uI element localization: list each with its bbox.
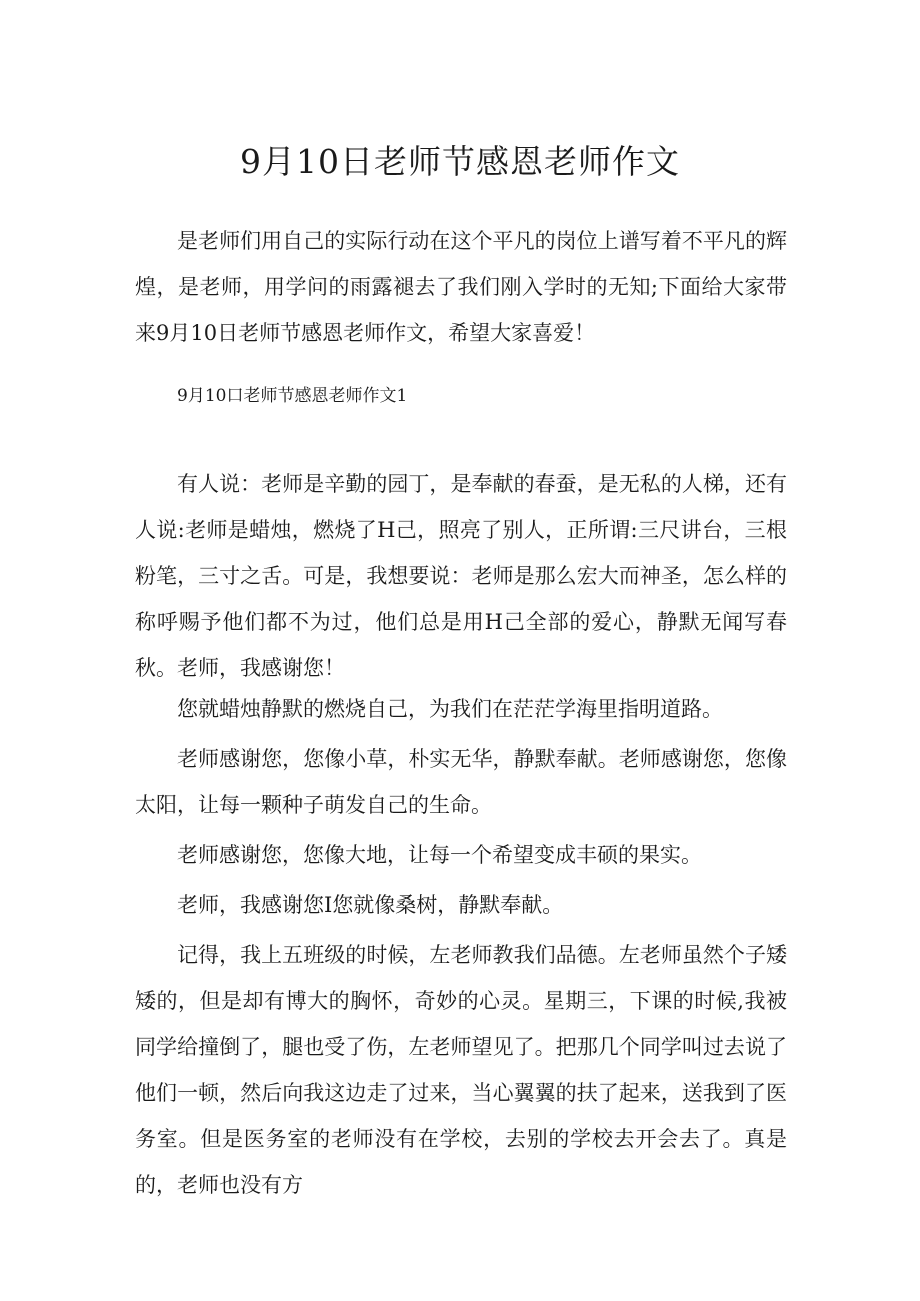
paragraph-6: 记得，我上五班级的时候，左老师教我们品德。左老师虽然个子矮矮的，但是却有博大的胸怀，奇妙的心灵。星期三，下课的时候,我被同学给撞倒了，腿也受了伤，左老师望见了。把那几个同学叫过去说了他们一顿，然后向我这边走了过来，当心翼翼的扶了起来，送我到了医务室。但是医务室的老师没有在学校，去别的学校去开会去了。真是的，老师也没有方: [135, 943, 787, 1197]
paragraph-2: 您就蜡烛静默的燃烧自己，为我们在茫茫学海里指明道路。: [177, 697, 723, 721]
section-heading: 9月10口老师节感恩老师作文1: [177, 386, 408, 406]
paragraph-5: 老师，我感谢您I您就像桑树，静默奉献。: [177, 893, 564, 917]
paragraph-3: 老师感谢您，您像小草，朴实无华，静默奉献。老师感谢您，您像太阳，让每一颗种子萌发自己的生命。: [135, 747, 787, 817]
document-title: 9月10日老师节感恩老师作文: [240, 142, 680, 181]
paragraph-1: 有人说：老师是辛勤的园丁，是奉献的春蚕，是无私的人梯，还有人说:老师是蜡烛，燃烧了H己，照亮了别人，正所谓:三尺讲台，三根粉笔，三寸之舌。可是，我想要说：老师是那么宏大而神圣，怎么样的称呼赐予他们都不为过，他们总是用H己全部的爱心，静默无闻写春秋。老师，我感谢您！: [135, 472, 787, 680]
paragraph-4: 老师感谢您，您像大地，让每一个希望变成丰硕的果实。: [177, 843, 702, 867]
intro-paragraph: 是老师们用自己的实际行动在这个平凡的岗位上谱写着不平凡的辉煌，是老师，用学问的雨露褪去了我们刚入学时的无知;下面给大家带来9月10日老师节感恩老师作文，希望大家喜爱！: [135, 229, 787, 345]
